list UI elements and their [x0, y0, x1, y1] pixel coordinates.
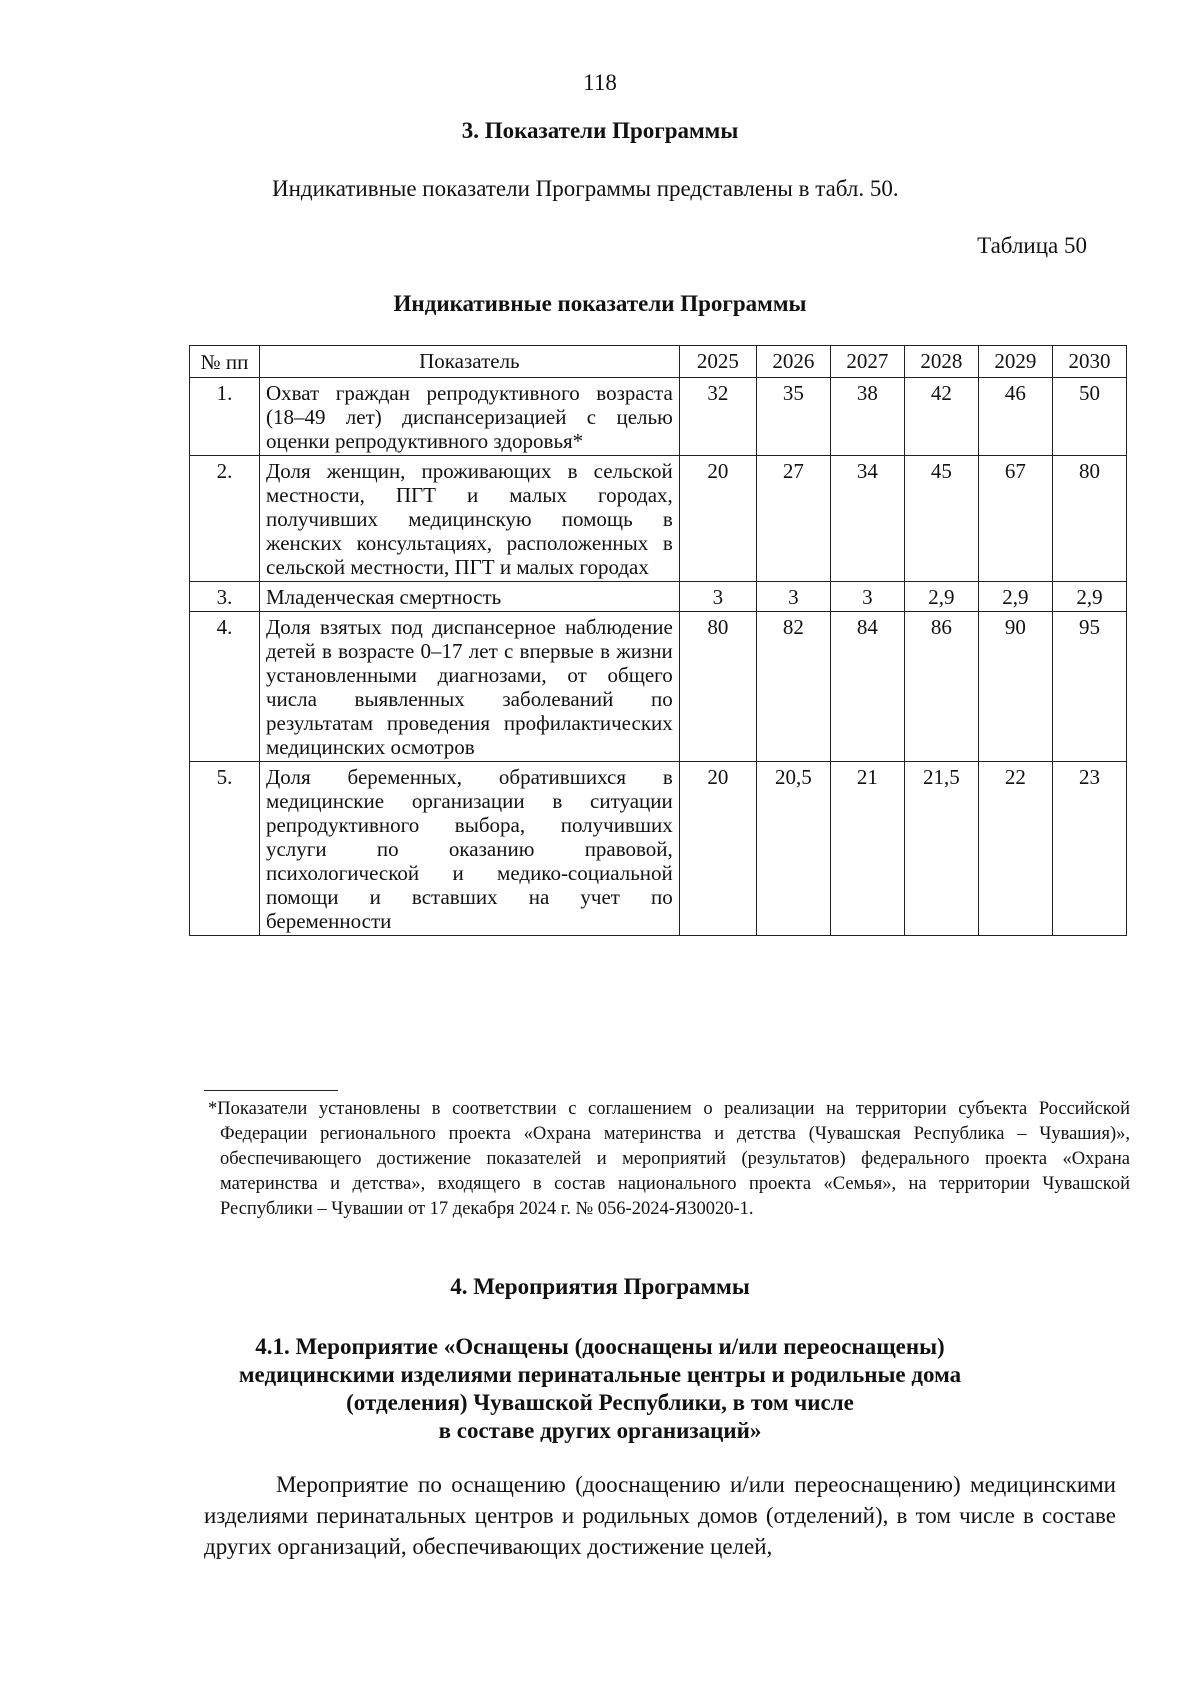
- row-indicator: Доля женщин, проживающих в сельской местности, ПГТ и малых городах, получивших медицинскую помощь в женских консультациях, расположенных в сельской местности, ПГТ и малых городах: [259, 456, 679, 582]
- row-value: 21: [830, 762, 904, 936]
- subsection-heading: [0, 1333, 1200, 1445]
- row-value: 95: [1052, 612, 1126, 762]
- indicators-table: [189, 345, 1127, 936]
- table-title: Индикативные показатели Программы: [393, 291, 807, 316]
- section-heading-activities: 4. Мероприятия Программы: [450, 1274, 750, 1299]
- body-paragraph: Мероприятие по оснащению (дооснащению и/или переоснащению) медицинскими изделиями перинатальных центров и родильных домов (отделений), в том числе в составе других организаций, обеспечивающих достижение целей,: [204, 1472, 1116, 1559]
- row-value: 80: [679, 612, 756, 762]
- row-value: 2,9: [978, 582, 1052, 612]
- row-value: 3: [830, 582, 904, 612]
- subsection-heading-line: (отделения) Чувашской Республики, в том числе: [346, 1390, 854, 1415]
- row-num: 2.: [190, 456, 260, 582]
- table-row: [190, 612, 1127, 762]
- row-value: 42: [904, 378, 978, 456]
- row-value: 27: [756, 456, 830, 582]
- header-year: 2028: [904, 346, 978, 378]
- row-value: 38: [830, 378, 904, 456]
- row-value: 80: [1052, 456, 1126, 582]
- header-year: 2029: [978, 346, 1052, 378]
- row-value: 90: [978, 612, 1052, 762]
- row-num: 1.: [190, 378, 260, 456]
- row-value: 34: [830, 456, 904, 582]
- row-value: 86: [904, 612, 978, 762]
- row-indicator: Младенческая смертность: [259, 582, 679, 612]
- row-indicator: Доля беременных, обратившихся в медицинские организации в ситуации репродуктивного выбора, получивших услуги по оказанию правовой, психологической и медико-социальной помощи и вставших на учет по беременности: [259, 762, 679, 936]
- subsection-heading-line: 4.1. Мероприятие «Оснащены (дооснащены и/или переоснащены): [255, 1334, 945, 1359]
- row-value: 84: [830, 612, 904, 762]
- row-value: 22: [978, 762, 1052, 936]
- header-indicator: Показатель: [259, 346, 679, 378]
- row-value: 20: [679, 762, 756, 936]
- table-label: Таблица 50: [977, 233, 1087, 258]
- row-value: 20: [679, 456, 756, 582]
- row-value: 32: [679, 378, 756, 456]
- row-value: 3: [679, 582, 756, 612]
- row-value: 21,5: [904, 762, 978, 936]
- row-value: 46: [978, 378, 1052, 456]
- row-value: 2,9: [1052, 582, 1126, 612]
- row-value: 20,5: [756, 762, 830, 936]
- row-value: 2,9: [904, 582, 978, 612]
- header-year: 2030: [1052, 346, 1126, 378]
- footnote: *Показатели установлены в соответствии с соглашением о реализации на территории субъекта Российской Федерации регионального проекта «Охрана материнства и детства (Чувашская Республика – Чувашия)», обеспечивающего достижение показателей и мероприятий (результатов) федерального проекта «Охрана материнства и детства», входящего в состав национального проекта «Семья», на территории Чувашской Республики – Чувашии от 17 декабря 2024 г. № 056-2024-Я30020-1.: [208, 1099, 1130, 1219]
- table-row: [190, 582, 1127, 612]
- section-heading-indicators: 3. Показатели Программы: [461, 118, 739, 143]
- table-header-row: [190, 346, 1127, 378]
- header-year: 2026: [756, 346, 830, 378]
- table-row: [190, 456, 1127, 582]
- row-value: 50: [1052, 378, 1126, 456]
- row-num: 3.: [190, 582, 260, 612]
- subsection-heading-line: в составе других организаций»: [438, 1418, 762, 1443]
- row-value: 23: [1052, 762, 1126, 936]
- row-value: 45: [904, 456, 978, 582]
- header-num: № пп: [190, 346, 260, 378]
- row-value: 3: [756, 582, 830, 612]
- row-value: 82: [756, 612, 830, 762]
- footnote-separator: [204, 1090, 338, 1091]
- row-indicator: Охват граждан репродуктивного возраста (18–49 лет) диспансеризацией с целью оценки репродуктивного здоровья*: [259, 378, 679, 456]
- page-number: 118: [583, 70, 617, 95]
- row-value: 67: [978, 456, 1052, 582]
- row-num: 4.: [190, 612, 260, 762]
- subsection-heading-line: медицинскими изделиями перинатальные центры и родильные дома: [238, 1362, 962, 1387]
- intro-paragraph: Индикативные показатели Программы представлены в табл. 50.: [272, 176, 899, 201]
- row-indicator: Доля взятых под диспансерное наблюдение детей в возрасте 0–17 лет с впервые в жизни установленными диагнозами, от общего числа выявленных заболеваний по результатам проведения профилактических медицинских осмотров: [259, 612, 679, 762]
- header-year: 2025: [679, 346, 756, 378]
- row-num: 5.: [190, 762, 260, 936]
- header-year: 2027: [830, 346, 904, 378]
- table-row: [190, 762, 1127, 936]
- table-row: [190, 378, 1127, 456]
- row-value: 35: [756, 378, 830, 456]
